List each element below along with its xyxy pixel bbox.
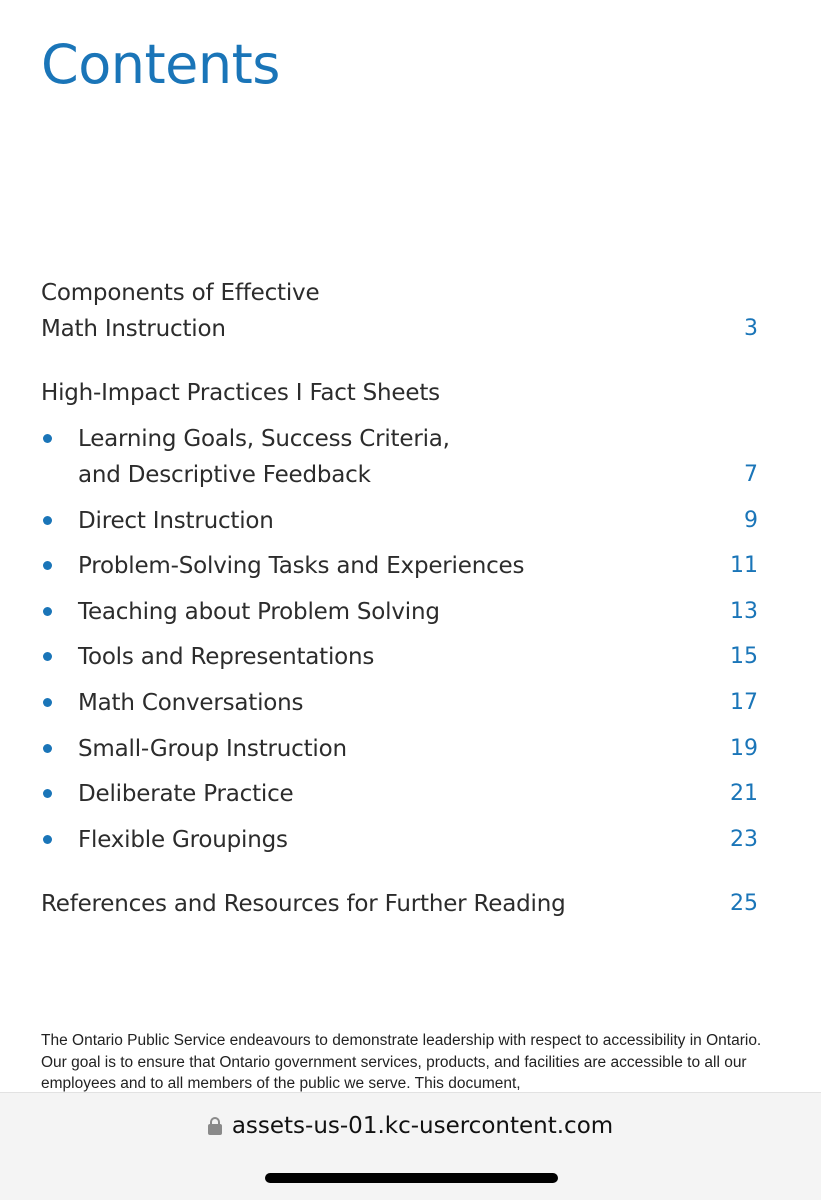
bullet-icon (43, 698, 52, 707)
toc-item-tools-representations[interactable]: Tools and Representations (78, 644, 375, 670)
toc-section-references[interactable]: References and Resources for Further Reading (41, 891, 566, 917)
lock-icon (208, 1117, 222, 1135)
toc-page-number[interactable]: 21 (730, 781, 758, 806)
toc-page-number[interactable]: 19 (730, 736, 758, 761)
bullet-icon (43, 561, 52, 570)
page-title: Contents (41, 33, 280, 96)
toc-page-number[interactable]: 15 (730, 644, 758, 669)
bullet-icon (43, 789, 52, 798)
toc-page-number[interactable]: 9 (744, 508, 758, 533)
bullet-icon (43, 744, 52, 753)
home-indicator[interactable] (265, 1173, 558, 1183)
browser-address-bar[interactable] (0, 1092, 821, 1200)
toc-page-number[interactable]: 3 (744, 316, 758, 341)
toc-section-components-line1[interactable]: Components of Effective (41, 280, 320, 306)
toc-page-number[interactable]: 7 (744, 462, 758, 487)
toc-item-learning-goals-line1[interactable]: Learning Goals, Success Criteria, (78, 426, 450, 452)
url-text[interactable]: assets-us-01.kc-usercontent.com (231, 1113, 614, 1139)
toc-page-number[interactable]: 11 (730, 553, 758, 578)
toc-item-flexible-groupings[interactable]: Flexible Groupings (78, 827, 288, 853)
bullet-icon (43, 607, 52, 616)
toc-item-teaching-problem-solving[interactable]: Teaching about Problem Solving (78, 599, 440, 625)
address-row[interactable] (0, 1111, 821, 1141)
toc-item-deliberate-practice[interactable]: Deliberate Practice (78, 781, 294, 807)
toc-section-heading-high-impact: High-Impact Practices I Fact Sheets (41, 380, 440, 406)
toc-page-number[interactable]: 23 (730, 827, 758, 852)
toc-section-components-line2[interactable]: Math Instruction (41, 316, 226, 342)
toc-item-learning-goals-line2[interactable]: and Descriptive Feedback (78, 462, 371, 488)
toc-page-number[interactable]: 25 (730, 891, 758, 916)
toc-item-problem-solving-tasks[interactable]: Problem-Solving Tasks and Experiences (78, 553, 525, 579)
bullet-icon (43, 652, 52, 661)
toc-item-math-conversations[interactable]: Math Conversations (78, 690, 304, 716)
bullet-icon (43, 434, 52, 443)
toc-page-number[interactable]: 17 (730, 690, 758, 715)
bullet-icon (43, 516, 52, 525)
toc-item-small-group-instruction[interactable]: Small-Group Instruction (78, 736, 347, 762)
toc-page-number[interactable]: 13 (730, 599, 758, 624)
accessibility-statement: The Ontario Public Service endeavours to demonstrate leadership with respect to accessibility in Ontario. Our goal is to ensure that Ontario government services, products, and facilities are accessible to all our employees and to all members of the public we serve. This document, (41, 1032, 762, 1092)
toc-item-direct-instruction[interactable]: Direct Instruction (78, 508, 274, 534)
bullet-icon (43, 835, 52, 844)
